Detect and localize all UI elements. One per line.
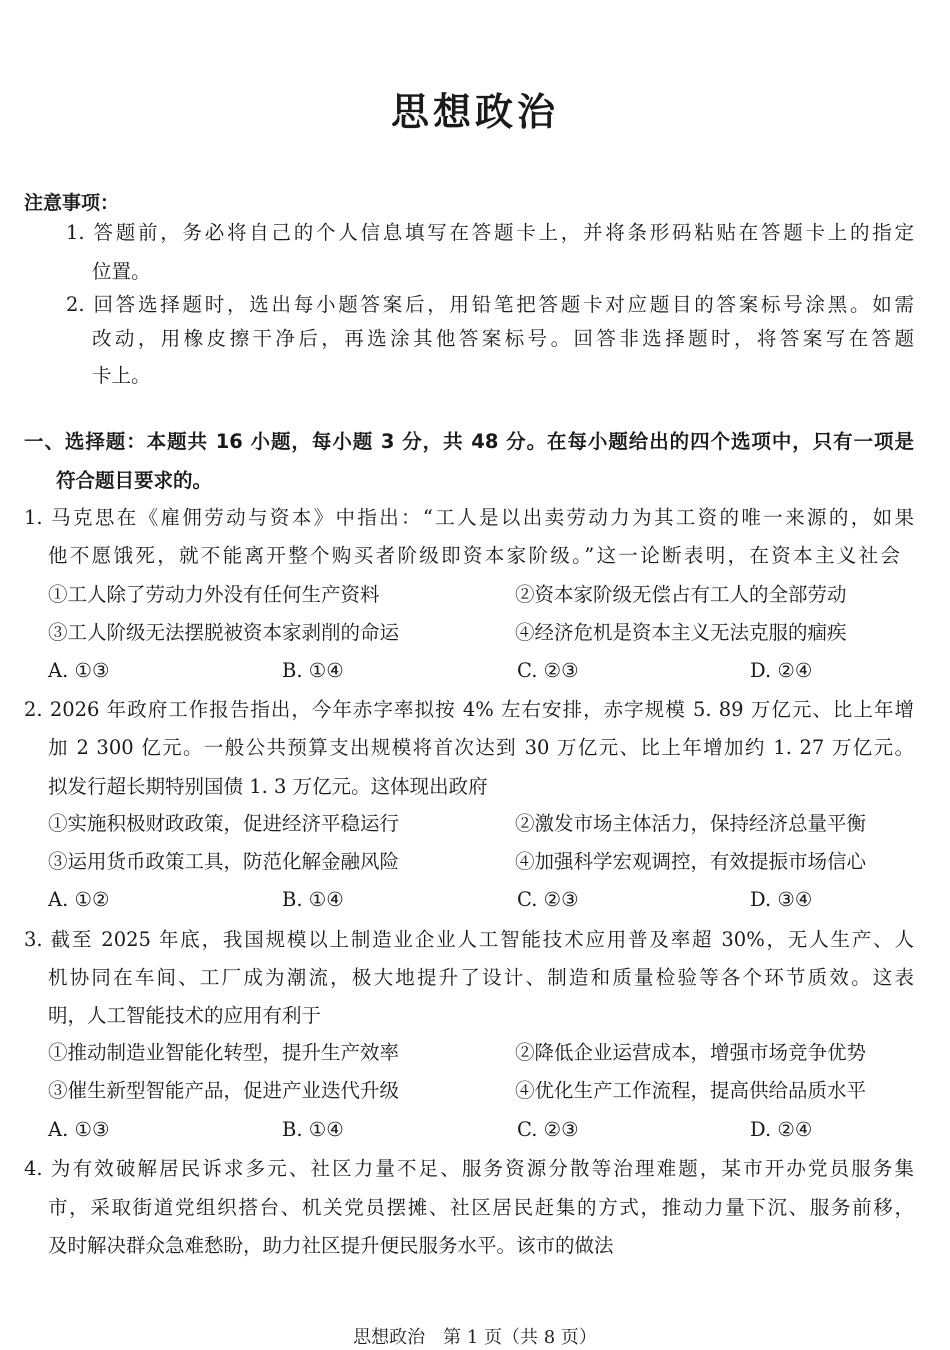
notes-heading: 注意事项： — [24, 192, 120, 214]
q2-stem-line-3: 拟发行超长期特别国债 1. 3 万亿元。这体现出政府 — [48, 775, 488, 798]
q3-choice-a: A. ①③ — [48, 1118, 110, 1141]
q1-choice-c: C. ②③ — [517, 659, 579, 682]
note-item-2-line-3: 卡上。 — [92, 364, 151, 387]
note-item-2-line-2: 改动，用橡皮擦干净后，再选涂其他答案标号。回答非选择题时，将答案写在答题 — [92, 327, 914, 350]
q1-choice-a: A. ①③ — [48, 659, 110, 682]
q2-statement-1: ①实施积极财政政策，促进经济平稳运行 — [48, 812, 400, 835]
note-item-2-line-1: 2. 回答选择题时，选出每小题答案后，用铅笔把答题卡对应题目的答案标号涂黑。如需 — [66, 293, 914, 316]
q3-choice-b: B. ①④ — [282, 1118, 344, 1141]
section-heading-line-2: 符合题目要求的。 — [56, 469, 213, 492]
q1-stem-line-2: 他不愿饿死，就不能离开整个购买者阶级即资本家阶级。”这一论断表明，在资本主义社会 — [48, 544, 900, 567]
q1-stem-line-1: 1. 马克思在《雇佣劳动与资本》中指出：“工人是以出卖劳动力为其工资的唯一来源的，如果 — [24, 506, 914, 529]
q1-choice-b: B. ①④ — [282, 659, 344, 682]
q3-stem-line-2: 机协同在车间、工厂成为潮流，极大地提升了设计、制造和质量检验等各个环节质效。这表 — [48, 966, 914, 989]
q2-stem-line-2: 加 2 300 亿元。一般公共预算支出规模将首次达到 30 万亿元、比上年增加约 1. 27 万亿元。 — [48, 736, 914, 759]
q3-statement-4: ④优化生产工作流程，提高供给品质水平 — [515, 1079, 867, 1102]
q3-choice-c: C. ②③ — [517, 1118, 579, 1141]
q2-stem-line-1: 2. 2026 年政府工作报告指出，今年赤字率拟按 4% 左右安排，赤字规模 5. 89 万亿元、比上年增 — [24, 698, 914, 721]
q4-stem-line-3: 及时解决群众急难愁盼，助力社区提升便民服务水平。该市的做法 — [48, 1234, 614, 1257]
q2-choice-b: B. ①④ — [282, 888, 344, 911]
q3-statement-3: ③催生新型智能产品，促进产业迭代升级 — [48, 1079, 400, 1102]
page-title: 思想政治 — [390, 90, 559, 134]
q4-stem-line-2: 市，采取街道党组织搭台、机关党员摆摊、社区居民赶集的方式，推动力量下沉、服务前移， — [48, 1196, 914, 1219]
q1-statement-1: ①工人除了劳动力外没有任何生产资料 — [48, 583, 380, 606]
q3-choice-d: D. ②④ — [750, 1118, 813, 1141]
q2-choice-c: C. ②③ — [517, 888, 579, 911]
q3-statement-1: ①推动制造业智能化转型，提升生产效率 — [48, 1041, 400, 1064]
q4-stem-line-1: 4. 为有效破解居民诉求多元、社区力量不足、服务资源分散等治理难题，某市开办党员服务集 — [24, 1157, 914, 1180]
q2-statement-3: ③运用货币政策工具，防范化解金融风险 — [48, 850, 400, 873]
q3-stem-line-3: 明，人工智能技术的应用有利于 — [48, 1004, 322, 1027]
q3-stem-line-1: 3. 截至 2025 年底，我国规模以上制造业企业人工智能技术应用普及率超 30%，无人生产、人 — [24, 928, 914, 951]
section-heading-line-1: 一、选择题：本题共 16 小题，每小题 3 分，共 48 分。在每小题给出的四个选项中，只有一项是 — [24, 430, 914, 453]
q2-statement-4: ④加强科学宏观调控，有效提振市场信心 — [515, 850, 867, 873]
note-item-1-line-2: 位置。 — [92, 260, 151, 283]
q1-choice-d: D. ②④ — [750, 659, 813, 682]
note-item-1-line-1: 1. 答题前，务必将自己的个人信息填写在答题卡上，并将条形码粘贴在答题卡上的指定 — [66, 221, 914, 244]
page-footer: 思想政治 第 1 页（共 8 页） — [353, 1327, 597, 1348]
q2-choice-d: D. ③④ — [750, 888, 813, 911]
q3-statement-2: ②降低企业运营成本，增强市场竞争优势 — [515, 1041, 867, 1064]
q1-statement-4: ④经济危机是资本主义无法克服的痼疾 — [515, 621, 847, 644]
q1-statement-2: ②资本家阶级无偿占有工人的全部劳动 — [515, 583, 847, 606]
q1-statement-3: ③工人阶级无法摆脱被资本家剥削的命运 — [48, 621, 400, 644]
q2-statement-2: ②激发市场主体活力，保持经济总量平衡 — [515, 812, 867, 835]
q2-choice-a: A. ①② — [48, 888, 110, 911]
